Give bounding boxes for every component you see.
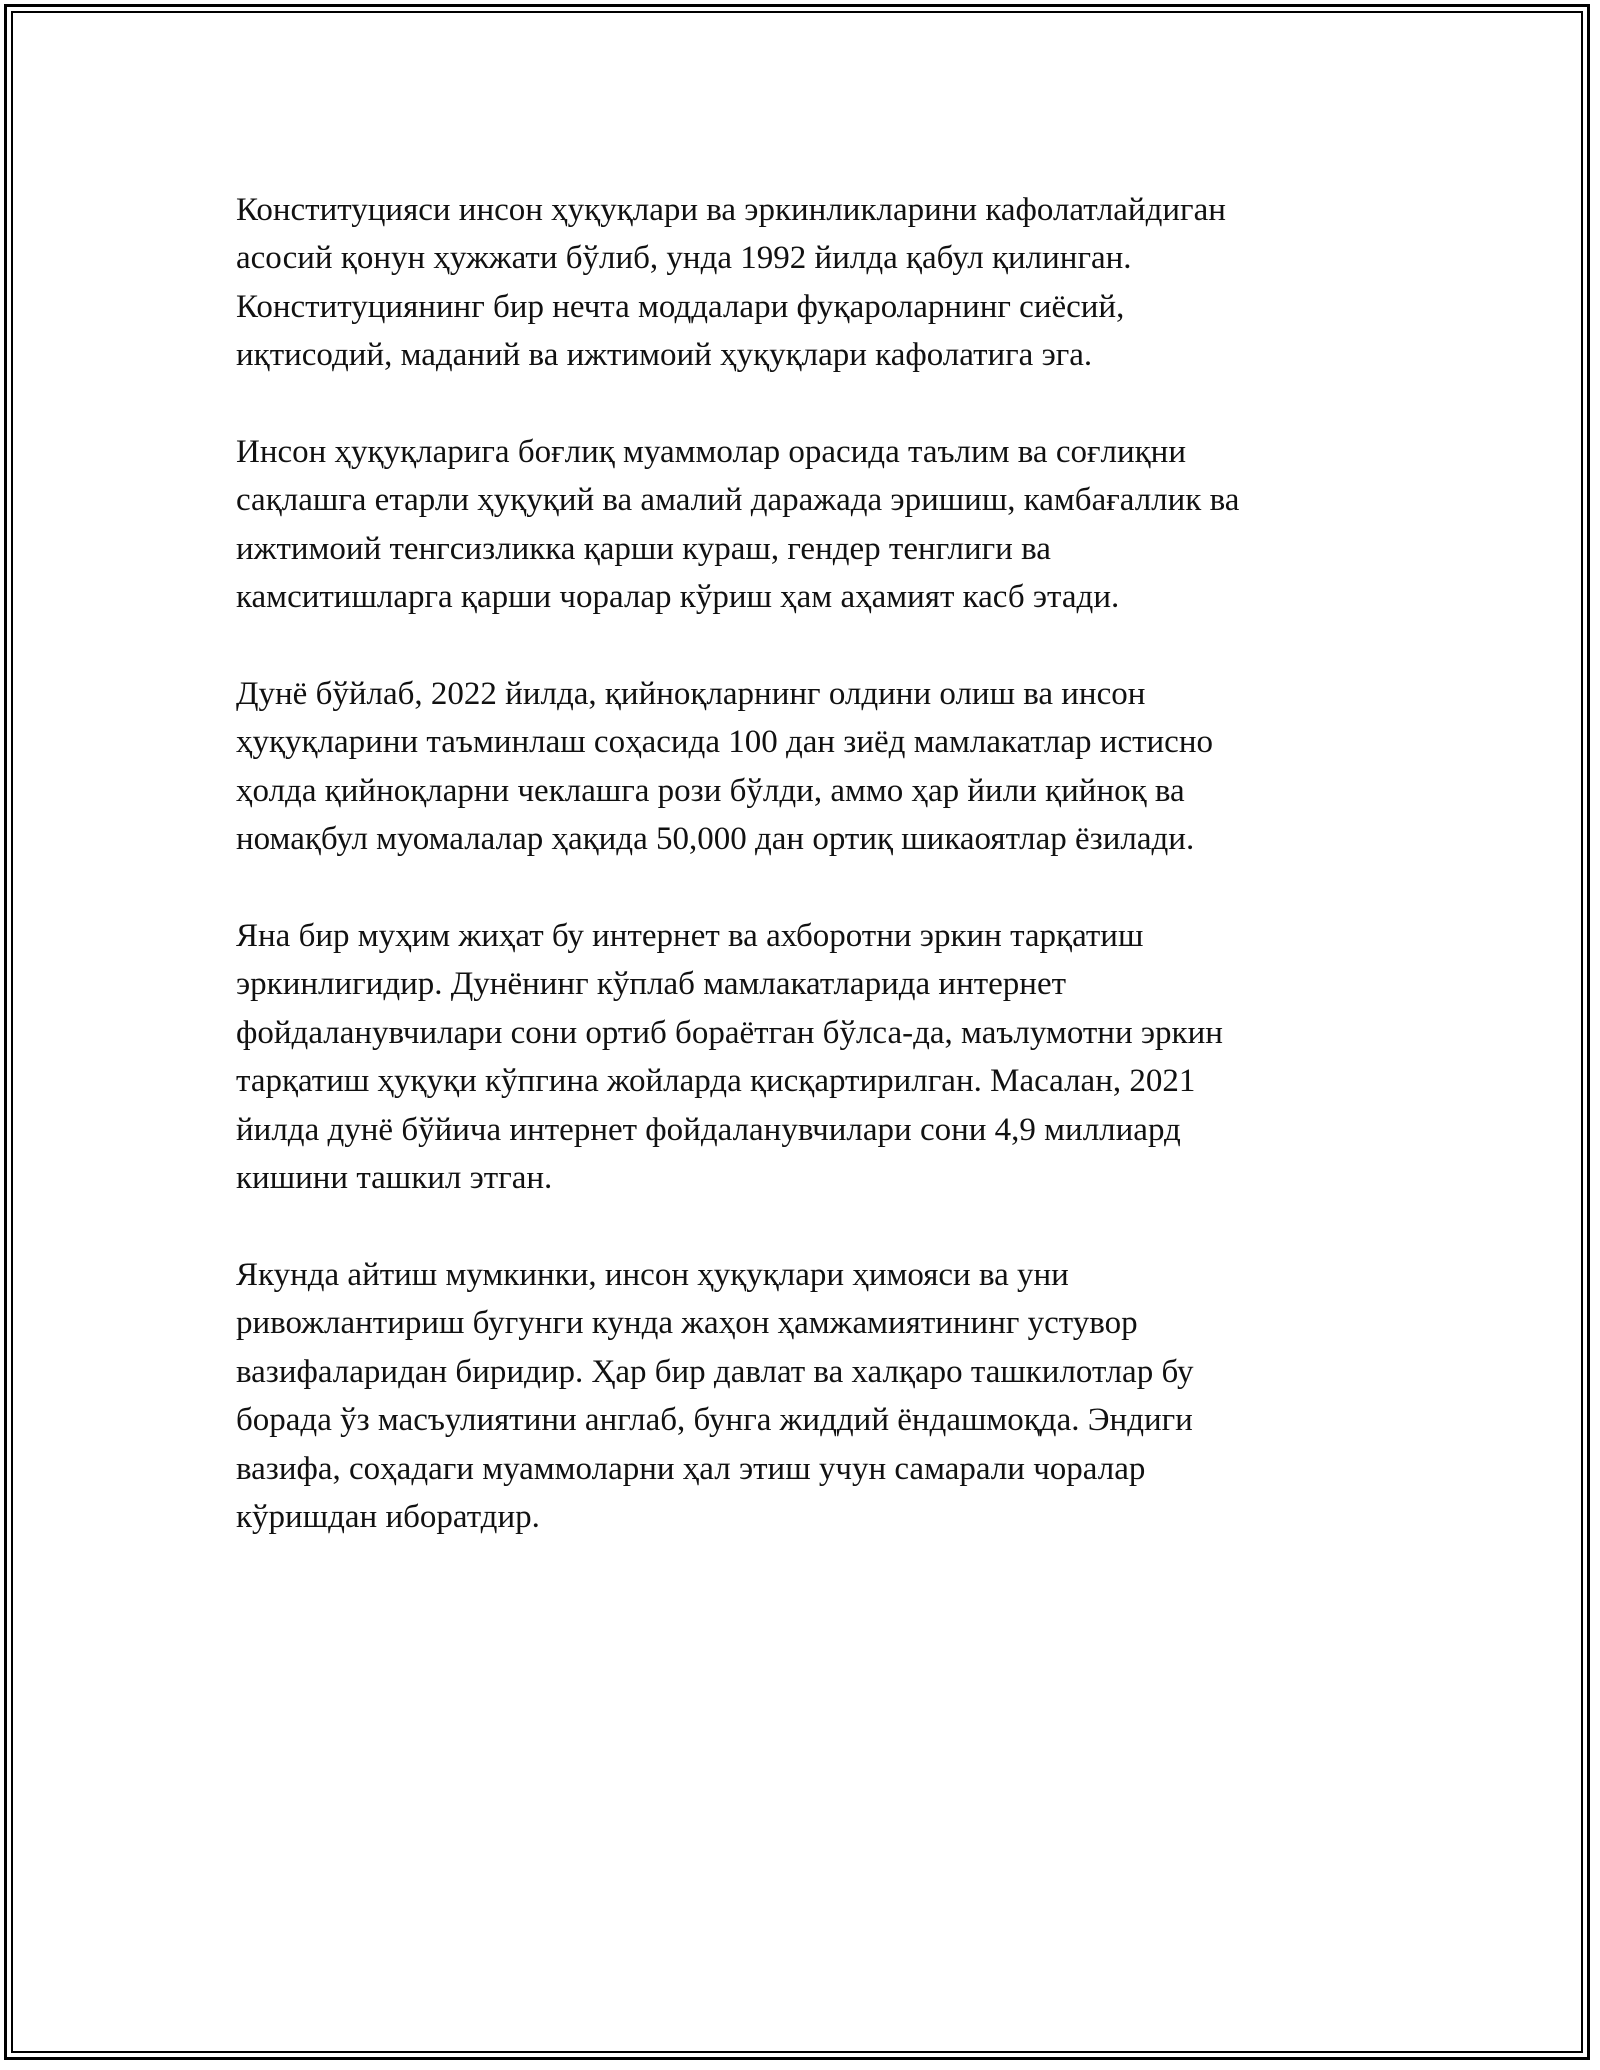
paragraph-1 [236, 186, 1366, 380]
text-line: номақбул муомалалар ҳақида 50,000 дан ортиқ шикаоятлар ёзилади. [236, 821, 1195, 858]
text-line: иқтисодий, маданий ва ижтимоий ҳуқуқлари кафолатига эга. [236, 337, 1093, 374]
paragraph-5 [236, 1251, 1366, 1541]
paragraph-3 [236, 670, 1366, 864]
text-line: Якунда айтиш мумкинки, инсон ҳуқуқлари ҳимояси ва уни [236, 1256, 1069, 1293]
text-line: асосий қонун ҳужжати бўлиб, унда 1992 йилда қабул қилинган. [236, 240, 1132, 277]
text-line: ҳуқуқларини таъминлаш соҳасида 100 дан зиёд мамлакатлар истисно [236, 724, 1213, 761]
text-line: йилда дунё бўйича интернет фойдаланувчилари сони 4,9 миллиард [236, 1111, 1181, 1148]
text-line: сақлашга етарли ҳуқуқий ва амалий даражада эришиш, камбағаллик ва [236, 482, 1240, 519]
text-line: вазифа, соҳадаги муаммоларни ҳал этиш учун самарали чоралар [236, 1450, 1146, 1487]
text-line: кўришдан иборатдир. [236, 1498, 540, 1535]
text-line: фойдаланувчилари сони ортиб бораётган бўлса-да, маълумотни эркин [236, 1014, 1223, 1051]
text-line: Яна бир муҳим жиҳат бу интернет ва ахборотни эркин тарқатиш [236, 918, 1144, 955]
text-line: камситишларга қарши чоралар кўриш ҳам аҳамият касб этади. [236, 579, 1120, 616]
text-line: ривожлантириш бугунги кунда жаҳон ҳамжамиятининг устувор [236, 1305, 1138, 1342]
document-body [236, 186, 1366, 1541]
text-line: тарқатиш ҳуқуқи кўпгина жойларда қисқартирилган. Масалан, 2021 [236, 1063, 1196, 1100]
text-line: Конституцияси инсон ҳуқуқлари ва эркинликларини кафолатлайдиган [236, 192, 1226, 228]
text-line: ижтимоий тенгсизликка қарши кураш, гендер тенглиги ва [236, 530, 1051, 567]
paragraph-4 [236, 912, 1366, 1202]
text-line: эркинлигидир. Дунёнинг кўплаб мамлакатларида интернет [236, 966, 1067, 1003]
text-line: Конституциянинг бир нечта моддалари фуқароларнинг сиёсий, [236, 288, 1125, 325]
text-line: вазифаларидан биридир. Ҳар бир давлат ва халқаро ташкилотлар бу [236, 1353, 1194, 1390]
text-line: ҳолда қийноқларни чеклашга рози бўлди, аммо ҳар йили қийноқ ва [236, 772, 1185, 809]
text-line: борада ўз масъулиятини англаб, бунга жиддий ёндашмоқда. Эндиги [236, 1402, 1193, 1439]
text-line: Инсон ҳуқуқларига боғлиқ муаммолар орасида таълим ва соғлиқни [236, 434, 1186, 471]
text-line: кишини ташкил этган. [236, 1160, 553, 1197]
paragraph-2 [236, 428, 1366, 622]
text-line: Дунё бўйлаб, 2022 йилда, қийноқларнинг олдини олиш ва инсон [236, 676, 1146, 713]
